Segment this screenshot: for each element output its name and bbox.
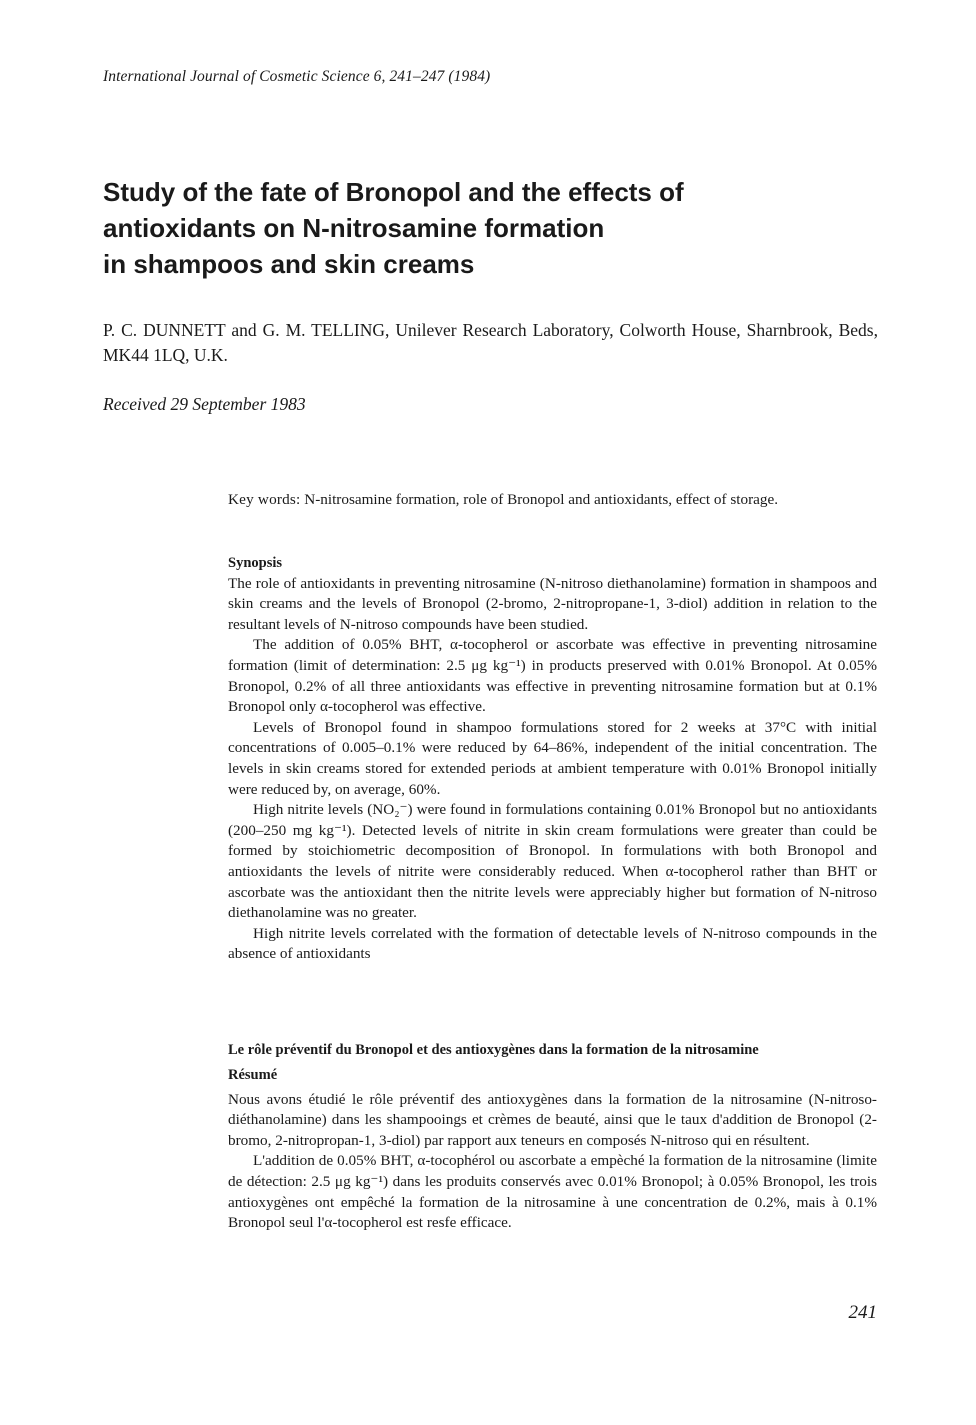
resume-heading: Résumé <box>228 1067 278 1083</box>
keywords-text: N-nitrosamine formation, role of Bronopol and antioxidants, effect of storage. <box>304 491 779 508</box>
synopsis-paragraph-4: High nitrite levels (NO₂⁻) were found in formulations containing 0.01% Bronopol but no antioxidants (200–250 mg kg⁻¹). Detected levels of nitrite in skin cream formulations were greater than could be formed by stoichiometric decomposition of Bronopol. In formulations with both Bronopol and antioxidants the levels of nitrite were considerably reduced. When α-tocopherol rather than BHT or ascorbate was the antioxidant then the nitrite levels were appreciably higher but formation of N-nitroso diethanolamine was no greater. <box>228 801 877 922</box>
title-line-3: in shampoos and skin creams <box>103 249 475 279</box>
resume-paragraph-2: L'addition de 0.05% BHT, α-tocophérol ou ascorbate a empèché la formation de la nitrosamine (limite de détection: 2.5 μg kg⁻¹) dans les produits conservés avec 0.01% Bronopol; à 0.05% Bronopol, les trois antioxygènes ont empêché la formation de la nitrosamine à une concentration de 0.2%, mais à 0.1% Bronopol seul l'α-tocopherol est resfe efficace. <box>228 1152 877 1232</box>
resume-paragraph-1: Nous avons étudié le rôle préventif des antioxygènes dans la formation de la nitrosamine (N-nitroso-diéthanolamine) dans les shampooings et crèmes de beauté, ainsi que le taux d'addition de Bronopol (2-bromo, 2-nitropropan-1, 3-diol) par rapport aux teneurs en composés N-nitroso qui en résultent. <box>228 1090 877 1149</box>
synopsis-paragraph-2: The addition of 0.05% BHT, α-tocopherol or ascorbate was effective in preventing nitrosamine formation (limit of determination: 2.5 μg kg⁻¹) in products preserved with 0.01% Bronopol. At 0.05% Bronopol, 0.2% of all three antioxidants was effective in preventing nitrosamine formation but at 0.1% Bronopol only α-tocopherol was effective. <box>228 636 877 716</box>
synopsis-paragraph-3: Levels of Bronopol found in shampoo formulations stored for 2 weeks at 37°C with initial concentrations of 0.005–0.1% were reduced by 64–86%, independent of the initial concentration. The levels in skin creams stored for extended periods at ambient temperature with 0.01% Bronopol initially were reduced by, on average, 60%. <box>228 718 877 798</box>
page-number: 241 <box>848 1302 877 1323</box>
journal-citation: International Journal of Cosmetic Science 6, 241–247 (1984) <box>103 68 491 85</box>
article-title <box>103 174 823 282</box>
resume-section <box>228 1065 877 1234</box>
french-title: Le rôle préventif du Bronopol et des antioxygènes dans la formation de la nitrosamine <box>228 1042 759 1058</box>
title-line-2: antioxidants on N-nitrosamine formation <box>103 213 605 243</box>
keywords-label: Key words: <box>228 491 301 508</box>
synopsis-paragraph-1: The role of antioxidants in preventing nitrosamine (N-nitroso diethanolamine) formation in shampoos and skin creams and the levels of Bronopol (2-bromo, 2-nitropropane-1, 3-diol) addition in relation to the resultant levels of N-nitroso compounds have been studied. <box>228 574 877 633</box>
synopsis-paragraph-5: High nitrite levels correlated with the formation of detectable levels of N-nitroso compounds in the absence of antioxidants <box>228 924 877 963</box>
authors-affiliation: P. C. DUNNETT and G. M. TELLING, Unilever Research Laboratory, Colworth House, Sharnbrook, Beds, MK44 1LQ, U.K. <box>103 320 878 365</box>
synopsis-section <box>228 553 877 965</box>
synopsis-heading: Synopsis <box>228 555 283 571</box>
keywords <box>228 490 877 511</box>
title-line-1: Study of the fate of Bronopol and the effects of <box>103 177 684 207</box>
received-date: Received 29 September 1983 <box>103 394 306 414</box>
